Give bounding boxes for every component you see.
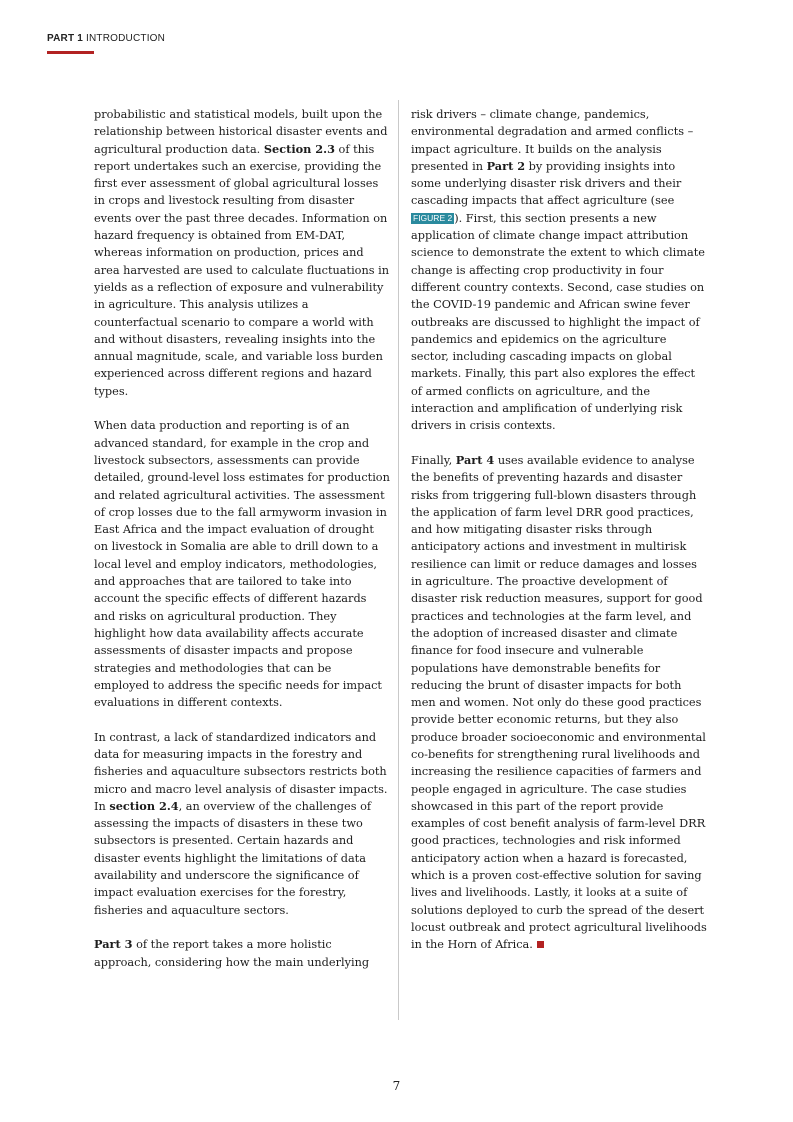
- text-run: Finally,: [411, 453, 456, 467]
- header-accent-bar: [47, 51, 94, 54]
- header-part-label: PART 1: [47, 33, 84, 44]
- text-run: , an overview of the challenges of assessing the impacts of disasters in these two subsectors is presented. Certain hazards and disaster events highlight the limitations of data availability and underscore the significance of impact evaluation exercises for the forestry, fisheries and aquaculture sectors.: [94, 799, 372, 917]
- text-run: ). First, this section presents a new application of climate change impact attribution science to demonstrate the extent to which climate change is affecting crop productivity in four different country contexts. Second, case studies on the COVID-19 pandemic and African swine fever outbreaks are discussed to highlight the impact of pandemics and epidemics on the agriculture sector, including cascading impacts on global markets. Finally, this part also explores the effect of armed conflicts on agriculture, and the interaction and amplification of underlying risk drivers in crisis contexts.: [411, 211, 705, 433]
- right-paragraph-2: [411, 452, 707, 954]
- text-run: risk drivers – climate change, pandemics, environmental degradation and armed conflicts – impact agriculture. It builds on the analysis presented in: [411, 108, 694, 173]
- left-paragraph-4: [94, 936, 390, 971]
- figure-2-link[interactable]: FIGURE 2: [413, 212, 453, 223]
- running-header: [47, 33, 165, 44]
- end-of-section-square-icon: [537, 941, 544, 948]
- right-column: [411, 106, 707, 971]
- left-paragraph-2: When data production and reporting is of an advanced standard, for example in the crop and livestock subsectors, assessments can provide detailed, ground-level loss estimates for production and related agricultural activities. The assessment of crop losses due to the fall armyworm invasion in East Africa and the impact evaluation of drought on livestock in Somalia are able to drill down to a local level and employ indicators, methodologies, and approaches that are tailored to take into account the specific effects of different hazards and risks on agricultural production. They highlight how data availability affects accurate assessments of disaster impacts and propose strategies and methodologies that can be employed to address the specific needs for impact evaluations in different contexts.: [94, 419, 390, 710]
- text-run: In contrast, a lack of standardized indicators and data for measuring impacts in the forestry and fisheries and aquaculture subsectors restricts both micro and macro level analysis of disaster impacts. In: [94, 730, 388, 813]
- text-run: probabilistic and statistical models, built upon the relationship between historical disaster events and agricultural production data.: [94, 108, 388, 156]
- text-run: of this report undertakes such an exercise, providing the first ever assessment of global agricultural losses in crops and livestock resulting from disaster events over the past three decades. Information on hazard frequency is obtained from EM-DAT, whereas information on production, prices and area harvested are used to calculate fluctuations in yields as a reflection of exposure and vulnerability in agriculture. This analysis utilizes a counterfactual scenario to compare a world with and without disasters, revealing insights into the annual magnitude, scale, and variable loss burden experienced across different regions and hazard types.: [94, 142, 390, 398]
- part-ref-2: Part 2: [486, 158, 526, 173]
- text-run: of the report takes a more holistic approach, considering how the main underlying: [94, 938, 370, 969]
- text-run: uses available evidence to analyse the benefits of preventing hazards and disaster risks from triggering full-blown disasters through the application of farm level DRR good practices, and how mitigating disaster risks through anticipatory actions and investment in multirisk resilience can limit or reduce damages and losses in agriculture. The proactive development of disaster risk reduction measures, support for good practices and technologies at the farm level, and the adoption of increased disaster and climate finance for food insecure and vulnerable populations have demonstrable benefits for reducing the brunt of disaster impacts for both men and women. Not only do these good practices provide better economic returns, but they also produce broader socioeconomic and environmental co-benefits for strengthening rural livelihoods and increasing the resilience capacities of farmers and people engaged in agriculture. The case studies showcased in this part of the report provide examples of cost benefit analysis of farm-level DRR good practices, technologies and risk informed anticipatory action when a hazard is forecasted, which is a proven cost-effective solution for saving lives and livelihoods. Lastly, it looks at a suite of solutions deployed to curb the spread of the desert locust outbreak and protect agricultural livelihoods in the Horn of Africa.: [411, 453, 707, 952]
- part-ref-4: Part 4: [455, 452, 495, 467]
- left-paragraph-1: [94, 106, 390, 400]
- left-paragraph-3: [94, 729, 390, 919]
- page-number: 7: [392, 1079, 401, 1093]
- section-ref-2-4: section 2.4: [109, 798, 179, 813]
- part-ref-3: Part 3: [94, 937, 133, 952]
- right-paragraph-1: [411, 106, 707, 435]
- header-section-label: INTRODUCTION: [86, 33, 166, 44]
- text-run: by providing insights into some underlying disaster risk drivers and their cascading impacts that affect agriculture (see: [411, 159, 682, 208]
- column-divider: [398, 100, 399, 1020]
- left-column: [94, 106, 390, 988]
- section-ref-2-3: Section 2.3: [263, 141, 335, 156]
